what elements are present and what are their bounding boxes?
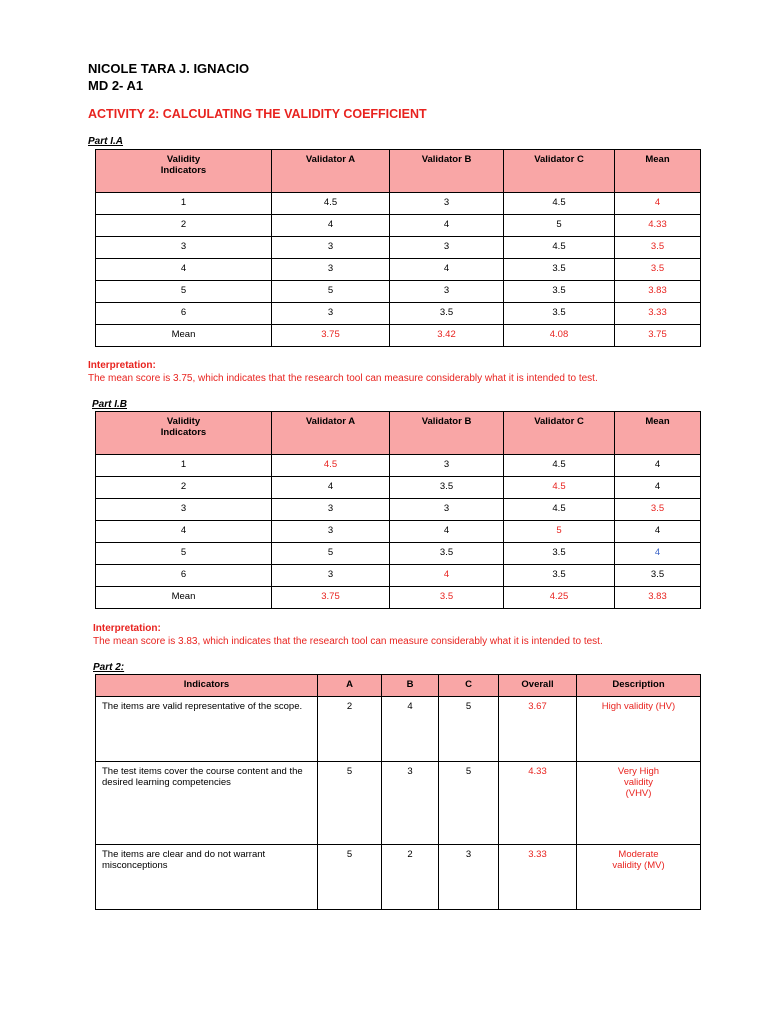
part-1a-table [95,149,701,347]
table-cell: 4 [615,521,701,543]
table-cell: 5 [96,543,272,565]
table-cell: 3.5 [390,303,504,325]
part-1b-table [95,411,701,609]
table-cell: 3.5 [504,543,615,565]
table-cell: 5 [439,762,499,845]
table-cell: 4 [96,259,272,281]
table-cell: The items are clear and do not warrant misconceptions [96,845,318,910]
table-cell: Moderate validity (MV) [577,845,701,910]
table-cell: 3.5 [390,543,504,565]
header-cell: Description [577,675,701,697]
activity-title: ACTIVITY 2: CALCULATING THE VALIDITY COEFFICIENT [88,107,427,121]
table-cell: 5 [439,697,499,762]
header-cell: Mean [615,412,701,455]
table-cell: 2 [96,477,272,499]
header-cell: Validity Indicators [96,412,272,455]
table-cell: The items are valid representative of the scope. [96,697,318,762]
table-cell: 3 [439,845,499,910]
table-cell: 3.5 [615,237,701,259]
table-cell: 4.5 [504,237,615,259]
header-cell: Validator B [390,150,504,193]
header-cell: Indicators [96,675,318,697]
table-cell: 4 [390,215,504,237]
table-cell: 4.5 [504,193,615,215]
table-cell: 4.5 [272,193,390,215]
table-cell: 4.33 [615,215,701,237]
table-cell: 3.42 [390,325,504,347]
table-row [96,215,701,237]
header-cell: Mean [615,150,701,193]
table-cell: 3 [272,499,390,521]
table-cell: 3.33 [499,845,577,910]
table-cell: 3 [272,565,390,587]
table-header-row [96,150,701,193]
table-cell: 3.33 [615,303,701,325]
table-header-row [96,675,701,697]
table-cell: 5 [318,762,382,845]
table-row [96,193,701,215]
table-cell: Mean [96,325,272,347]
table-cell: 3 [272,521,390,543]
header-cell: A [318,675,382,697]
table-row [96,455,701,477]
table-row [96,565,701,587]
table-cell: 3 [390,281,504,303]
table-cell: 5 [96,281,272,303]
table-cell: 4.5 [504,455,615,477]
table-cell: 3.5 [615,259,701,281]
table-cell: 3 [382,762,439,845]
part-1b-interpretation-heading: Interpretation: [93,623,161,634]
table-cell: 2 [96,215,272,237]
table-cell: 3.5 [504,303,615,325]
header-cell: Validator C [504,412,615,455]
table-cell: 3.83 [615,281,701,303]
table-cell: 3.5 [504,565,615,587]
table-cell: 4.5 [272,455,390,477]
part-2-label: Part 2: [93,662,125,673]
table-cell: 3 [390,499,504,521]
table-cell: 3 [390,193,504,215]
table-cell: 4.33 [499,762,577,845]
table-cell: 5 [272,543,390,565]
table-cell: 1 [96,455,272,477]
table-cell: 3.5 [615,499,701,521]
table-cell: 4 [615,543,701,565]
table-cell: 4 [272,215,390,237]
table-cell: 3.75 [272,325,390,347]
table-row [96,237,701,259]
table-cell: 4 [390,521,504,543]
table-cell: 2 [318,697,382,762]
table-cell: 4 [390,259,504,281]
table-cell: 4 [390,565,504,587]
part-1a-label: Part I.A [88,136,124,147]
header-cell: Overall [499,675,577,697]
header-cell: Validity Indicators [96,150,272,193]
table-cell: 3 [272,303,390,325]
header-cell: Validator B [390,412,504,455]
table-cell: 1 [96,193,272,215]
table-cell: 3.5 [615,565,701,587]
table-cell: 4.5 [504,477,615,499]
table-cell: 2 [382,845,439,910]
table-cell: 3.5 [390,587,504,609]
header-cell: C [439,675,499,697]
table-row [96,845,701,910]
table-cell: 4.5 [504,499,615,521]
table-cell: 3.5 [390,477,504,499]
table-row [96,697,701,762]
table-cell: 3 [96,237,272,259]
student-name: NICOLE TARA J. IGNACIO [88,61,250,76]
table-cell: 4 [272,477,390,499]
part-2-table [95,674,701,910]
table-row [96,762,701,845]
header-cell: Validator A [272,150,390,193]
table-row [96,303,701,325]
table-cell: 4.25 [504,587,615,609]
table-cell: 6 [96,303,272,325]
table-cell: 3.83 [615,587,701,609]
table-cell: High validity (HV) [577,697,701,762]
table-row-mean [96,325,701,347]
table-cell: 3.67 [499,697,577,762]
table-cell: 4 [615,455,701,477]
table-cell: Mean [96,587,272,609]
header-cell: B [382,675,439,697]
table-row [96,477,701,499]
table-cell: 3 [390,455,504,477]
table-cell: 4 [96,521,272,543]
table-header-row [96,412,701,455]
header-cell: Validator A [272,412,390,455]
table-cell: 3 [390,237,504,259]
table-row [96,281,701,303]
table-cell: 5 [272,281,390,303]
header-cell: Validator C [504,150,615,193]
table-cell: The test items cover the course content and the desired learning competencies [96,762,318,845]
table-row-mean [96,587,701,609]
part-1a-interpretation-heading: Interpretation: [88,360,156,371]
table-cell: 4.08 [504,325,615,347]
table-cell: 3 [272,259,390,281]
table-cell: 3.5 [504,281,615,303]
table-cell: 3 [96,499,272,521]
table-cell: 4 [615,477,701,499]
section-code: MD 2- A1 [88,78,144,93]
table-cell: 5 [504,521,615,543]
part-1a-interpretation: The mean score is 3.75, which indicates that the research tool can measure considerably what it is intended to test. [88,373,598,384]
table-cell: 4 [615,193,701,215]
table-cell: 3 [272,237,390,259]
table-cell: 3.5 [504,259,615,281]
table-cell: Very High validity (VHV) [577,762,701,845]
table-cell: 5 [504,215,615,237]
part-1b-label: Part I.B [92,399,128,410]
table-row [96,543,701,565]
table-cell: 3.75 [272,587,390,609]
table-row [96,259,701,281]
table-cell: 6 [96,565,272,587]
table-cell: 4 [382,697,439,762]
part-1b-interpretation: The mean score is 3.83, which indicates that the research tool can measure considerably what it is intended to test. [93,636,603,647]
table-cell: 3.75 [615,325,701,347]
table-row [96,521,701,543]
table-row [96,499,701,521]
table-cell: 5 [318,845,382,910]
